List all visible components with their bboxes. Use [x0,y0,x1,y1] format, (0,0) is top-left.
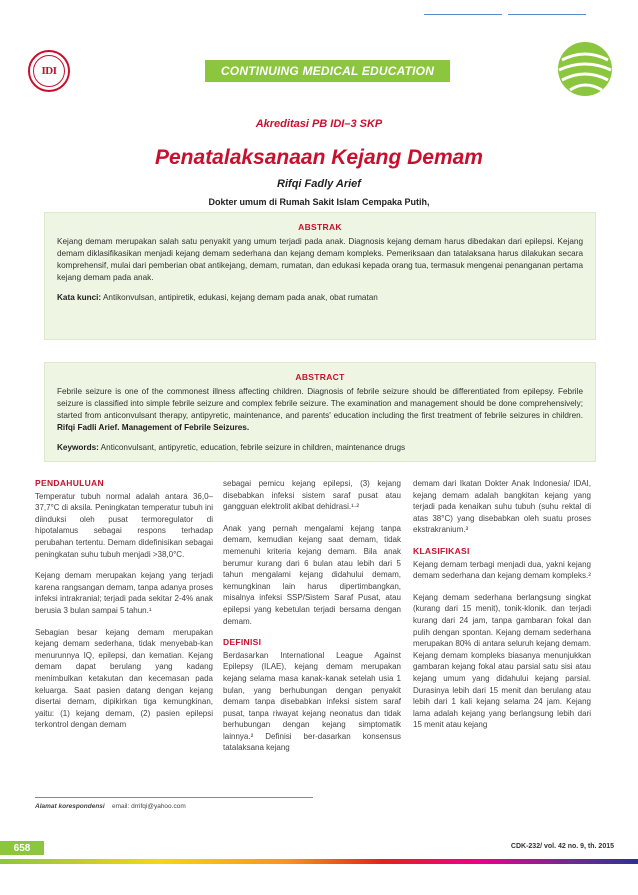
abstract-box [44,362,596,462]
section-banner: CONTINUING MEDICAL EDUCATION [205,60,450,82]
footnote-divider [35,797,313,798]
abstract-heading: ABSTRACT [295,372,345,382]
paragraph: Berdasarkan International League Against Epilepsy (ILAE), kejang demam merupakan kejang selama masa kanak-kanak setelah usia 1 bulan, yang berhubungan dengan penyakit demam tanpa disebabkan infeksi sistem saraf pusat, tanpa riwayat kejang neonatus dan tidak berhubungan dengan kejang simptomatik lainnya.² Definisi ber-dasarkan konsensus tatalaksana kejang [223,650,401,753]
header-decor-lines [424,14,586,15]
section-heading-klasifikasi: KLASIFIKASI [413,545,470,556]
affiliation-line-1: Dokter umum di Rumah Sakit Islam Cempaka Putih, [208,197,430,207]
footnote-email: email: drrifqi@yahoo.com [111,803,186,810]
body-column-2 [223,478,401,764]
accreditation-label: Akreditasi PB IDI–3 SKP [255,118,383,130]
abstract-keywords-text: Anticonvulsant, antipyretic, education, febrile seizure in children, maintenance drugs [98,443,406,452]
body-column-1 [35,478,213,741]
footer-color-bar [0,859,638,864]
paragraph: Kejang demam terbagi menjadi dua, yakni kejang demam sederhana dan kejang demam kompleks.² [413,559,591,581]
abstrak-keywords-label: Kata kunci: [57,293,102,302]
abstrak-keywords [57,292,583,304]
paragraph: Kejang demam merupakan kejang yang terjadi karena rangsangan demam, tanpa adanya proses infeksi intrakranial; terjadi pada sekitar 2-4% anak berusia 3 bulan sampai 5 tahun.¹ [35,571,213,615]
abstract-citation: Rifqi Fadli Arief. Management of Febrile Seizures. [57,423,250,432]
body-column-3 [413,478,591,741]
paragraph: Sebagian besar kejang demam merupakan kejang demam sederhana, tidak menyebab-kan menurunnya IQ, epilepsi, dan kematian. Kejang demam dapat berulang yang kadang menimbulkan ketakutan dan kecemasan pada keluarga. Saat pasien datang dengan kejang disertai demam, dipikirkan tiga kemungkinan, yaitu: (1) kejang demam, (2) pasien epilepsi terkontrol dengan demam [35,627,213,730]
article-title: Penatalaksanaan Kejang Demam [155,146,483,169]
idi-logo [28,50,70,92]
abstract-text: Febrile seizure is one of the commonest illness affecting children. Diagnosis of febrile seizure should be differentiated from epilepsy. Febrile seizure is classified into simple febrile seizure and complex febrile seizure. The examination and management should be done comprehensively; started from anticonvulsant therapy, antipyretic, maintenance, and parents' education including the first treatment of febrile seizures in children. [57,387,583,420]
paragraph: Anak yang pernah mengalami kejang tanpa demam, kemudian kejang saat demam, tidak memenuhi kriteria kejang demam. Bila anak berumur kurang dari 6 bulan atau lebih dari 5 tahun mengalami kejang didahului demam, kemungkinan lain harus dipertimbangkan, misalnya infeksi SSP/Sistem Saraf Pusat, atau epilepsi yang kebetulan terjadi bersama dengan demam. [223,523,401,626]
abstrak-heading: ABSTRAK [298,222,342,232]
correspondence-footnote [35,803,186,810]
idi-logo-text: IDI [33,55,65,87]
section-heading-pendahuluan: PENDAHULUAN [35,478,104,488]
footnote-label: Alamat korespondensi [35,803,105,810]
journal-citation: CDK-232/ vol. 42 no. 9, th. 2015 [510,843,614,850]
section-heading-definisi: DEFINISI [223,637,262,648]
paragraph: Kejang demam sederhana berlangsung singkat (kurang dari 15 menit), tonik-klonik. dan terjadi kurang dari 24 jam, tanpa gambaran fokal dan pulih dengan spontan. Kejang demam sederhana merupakan 80% di antara seluruh kejang demam. Kejang demam kompleks biasanya menunjukkan gambaran kejang fokal atau parsial satu sisi atau kejang umum yang didahului kejang parsial. Durasinya lebih dari 15 menit dan berulang atau lebih dari 1 kali kejang selama 24 jam. Kejang lama adalah kejang yang berlangsung lebih dari 15 menit atau kejang [413,592,591,730]
page-number: 658 [0,841,44,855]
abstrak-text: Kejang demam merupakan salah satu penyakit yang umum terjadi pada anak. Diagnosis kejang demam harus dibedakan dari epilepsi. Kejang demam diklasifikasikan menjadi kejang demam sederhana dan kejang demam kompleks. Pemeriksaan dan tatalaksana harus dilakukan secara komprehensif, mulai dari pemberian obat antikejang, demam, rumatan, dan edukasi kepada orang tua, termasuk mengenai penanganan pertama kejang demam pada anak. [57,237,583,282]
abstract-text-block [57,386,583,434]
abstract-keywords [57,442,583,454]
abstrak-keywords-text: Antikonvulsan, antipiretik, edukasi, kejang demam pada anak, obat rumatan [101,293,378,302]
paragraph: sebagai pemicu kejang epilepsi, (3) kejang disebabkan infeksi sistem saraf pusat atau gangguan elektrolit akibat dehidrasi.¹·² [223,479,401,512]
author-name: Rifqi Fadly Arief [277,178,361,190]
paragraph: Temperatur tubuh normal adalah antara 36,0–37,7°C di aksila. Peningkatan temperatur tubuh ini diinduksi oleh pusat termoregulator di hipotalamus sebagai respons terhadap perubahan tertentu. Demam didefinisikan sebagai peningkatan suhu tubuh menjadi >38,0°C. [35,491,213,559]
abstract-keywords-label: Keywords: [57,443,99,452]
abstrak-box [44,212,596,340]
globe-logo-icon [556,40,614,98]
paragraph: demam dari Ikatan Dokter Anak Indonesia/ IDAI, kejang demam adalah bangkitan kejang yang terjadi pada kenaikan suhu tubuh (suhu rektal di atas 38°C) yang disebabkan oleh suatu proses ekstrakranium.³ [413,479,591,535]
